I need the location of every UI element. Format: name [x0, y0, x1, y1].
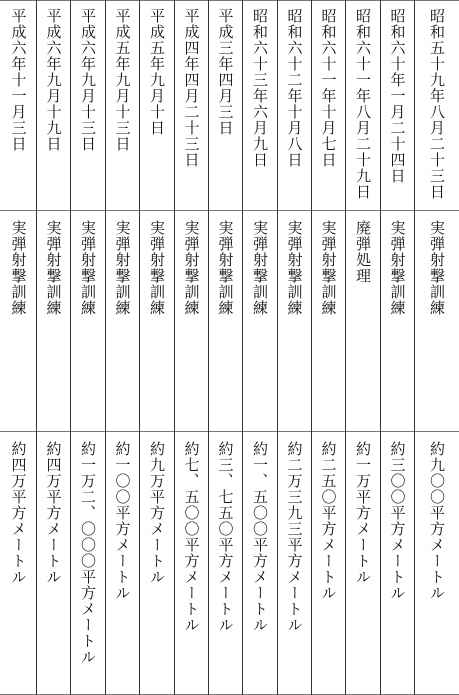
record-column [0, 0, 36, 695]
record-area: 約九〇〇平方メートル [428, 441, 446, 601]
record-area: 約二五〇平方メートル [319, 441, 338, 601]
record-column [105, 0, 139, 695]
record-activity: 実弾射撃訓練 [113, 220, 132, 316]
record-date: 昭和六十一年八月二十九日 [354, 8, 372, 200]
record-column [311, 0, 345, 695]
record-column [208, 0, 242, 695]
record-date: 平成五年九月十三日 [113, 8, 132, 152]
record-area: 約一万二、〇〇〇平方メートル [79, 441, 97, 665]
record-column [277, 0, 311, 695]
record-date: 昭和六十二年十月八日 [285, 8, 304, 168]
record-column [345, 0, 380, 695]
record-column [139, 0, 174, 695]
record-activity: 実弾射撃訓練 [319, 220, 338, 316]
record-column [414, 0, 459, 695]
record-activity: 実弾射撃訓練 [182, 220, 201, 316]
record-area: 約四万平方メートル [9, 441, 28, 585]
record-area: 約七、五〇〇平方メートル [182, 441, 201, 633]
record-activity: 実弾射撃訓練 [79, 220, 97, 316]
record-activity: 実弾射撃訓練 [388, 220, 407, 316]
record-date: 平成六年十一月三日 [9, 8, 28, 152]
record-activity: 実弾射撃訓練 [285, 220, 304, 316]
record-date: 平成四年四月二十三日 [182, 8, 201, 168]
record-activity: 実弾射撃訓練 [251, 220, 269, 316]
record-date: 昭和六十一年十月七日 [319, 8, 338, 168]
record-date: 平成三年四月三日 [216, 8, 235, 136]
record-column [36, 0, 70, 695]
record-activity: 実弾射撃訓練 [148, 220, 166, 316]
record-area: 約二万三九三平方メートル [285, 441, 304, 633]
record-area: 約一、五〇〇平方メートル [251, 441, 269, 633]
record-date: 昭和六十年一月二十四日 [388, 8, 407, 184]
record-column [380, 0, 414, 695]
record-activity: 実弾射撃訓練 [44, 220, 63, 316]
record-area: 約四万平方メートル [44, 441, 63, 585]
record-date: 平成五年九月十日 [148, 8, 166, 136]
record-area: 約三、七五〇平方メートル [216, 441, 235, 633]
record-activity: 実弾射撃訓練 [9, 220, 28, 316]
record-date: 昭和五十九年八月二十三日 [428, 8, 446, 200]
record-date: 平成六年九月十九日 [44, 8, 63, 152]
record-area: 約一万平方メートル [354, 441, 372, 585]
record-area: 約三〇〇平方メートル [388, 441, 407, 601]
record-column [242, 0, 277, 695]
record-date: 平成六年九月十三日 [79, 8, 97, 152]
record-column [70, 0, 105, 695]
record-activity: 実弾射撃訓練 [428, 220, 446, 316]
record-area: 約九万平方メートル [148, 441, 166, 585]
record-activity: 廃弾処理 [354, 220, 372, 284]
record-date: 昭和六十三年六月九日 [251, 8, 269, 168]
record-area: 約一〇〇平方メートル [113, 441, 132, 601]
record-column [174, 0, 208, 695]
record-activity: 実弾射撃訓練 [216, 220, 235, 316]
